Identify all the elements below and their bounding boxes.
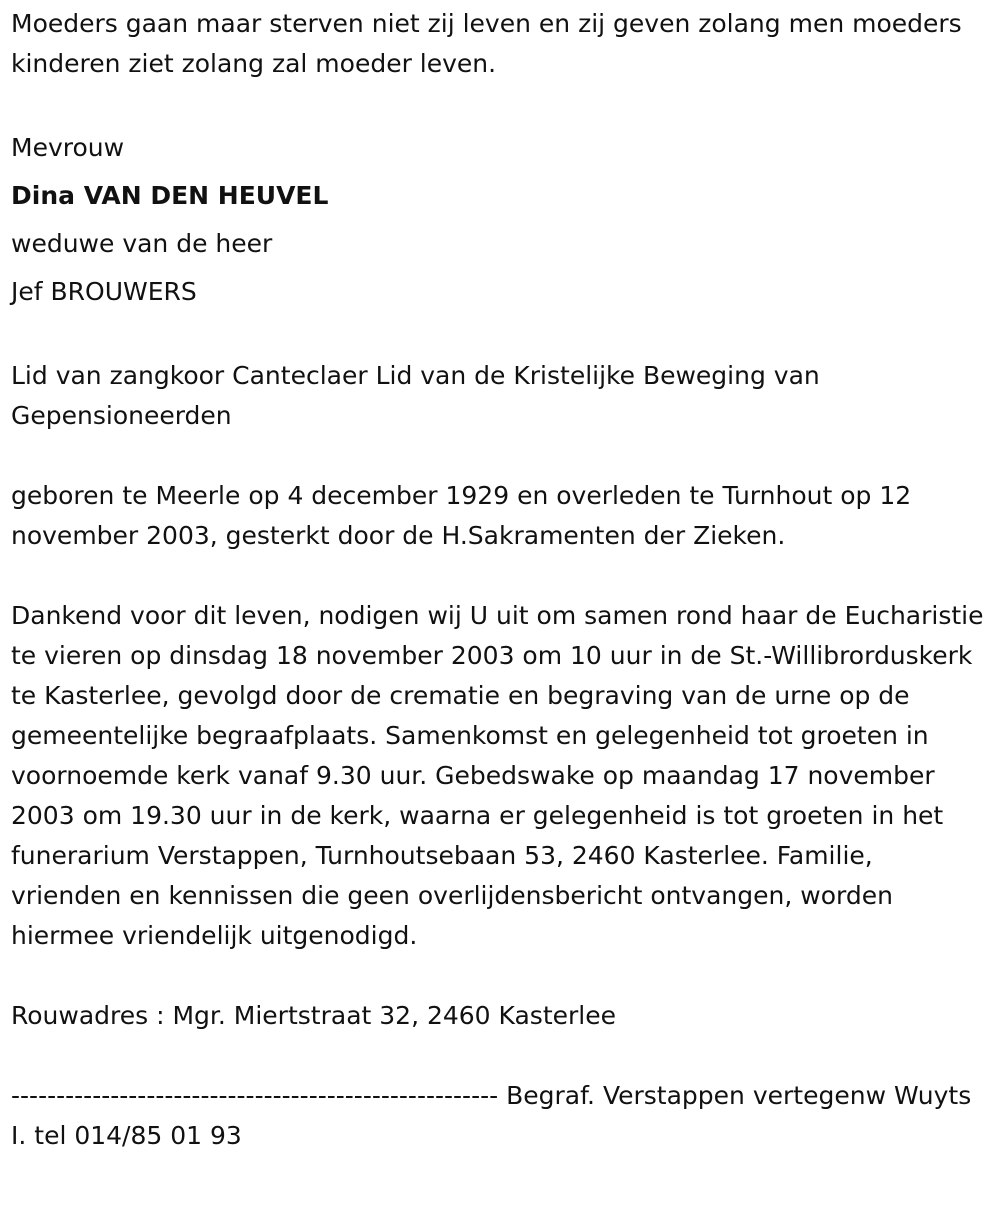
spacer — [11, 436, 990, 476]
spacer — [11, 556, 990, 596]
relation-text: weduwe van de heer — [11, 229, 273, 258]
birth-death-text: geboren te Meerle op 4 december 1929 en overleden te Turnhout op 12 november 2003, gesterkt door de H.Sakramenten der Zieken. — [11, 481, 912, 550]
deceased-name: Dina VAN DEN HEUVEL — [11, 181, 329, 210]
poem-text: Moeders gaan maar sterven niet zij leven en zij geven zolang men moeders kinderen ziet zolang zal moeder leven. — [11, 9, 962, 78]
ceremony-text: Dankend voor dit leven, nodigen wij U uit om samen rond haar de Eucharistie te vieren op dinsdag 18 november 2003 om 10 uur in de St.-Willibrorduskerk te Kasterlee, gevolgd door de crematie en begraving van de urne op de gemeentelijke begraafplaats. Samenkomst en gelegenheid tot groeten in voornoemde kerk vanaf 9.30 uur. Gebedswake op maandag 17 november 2003 om 19.30 uur in de kerk, waarna er gelegenheid is tot groeten in het funerarium Verstappen, Turnhoutsebaan 53, 2460 Kasterlee. Familie, vrienden en kennissen die geen overlijdensbericht ontvangen, worden hiermee vriendelijk uitgenodigd. — [11, 601, 984, 950]
memberships-text: Lid van zangkoor Canteclaer Lid van de Kristelijke Beweging van Gepensioneerden — [11, 361, 820, 430]
spacer — [11, 316, 990, 356]
spacer — [11, 84, 990, 124]
mourning-address: Rouwadres : Mgr. Miertstraat 32, 2460 Kasterlee — [11, 1001, 617, 1030]
spacer — [11, 1036, 990, 1076]
footer-text: ------------------------------------------------------ Begraf. Verstappen vertegenw Wuyts I. tel 014/85 01 93 — [11, 1081, 972, 1150]
spacer — [11, 956, 990, 996]
spouse-name: Jef BROUWERS — [11, 277, 197, 306]
honorific: Mevrouw — [11, 133, 125, 162]
